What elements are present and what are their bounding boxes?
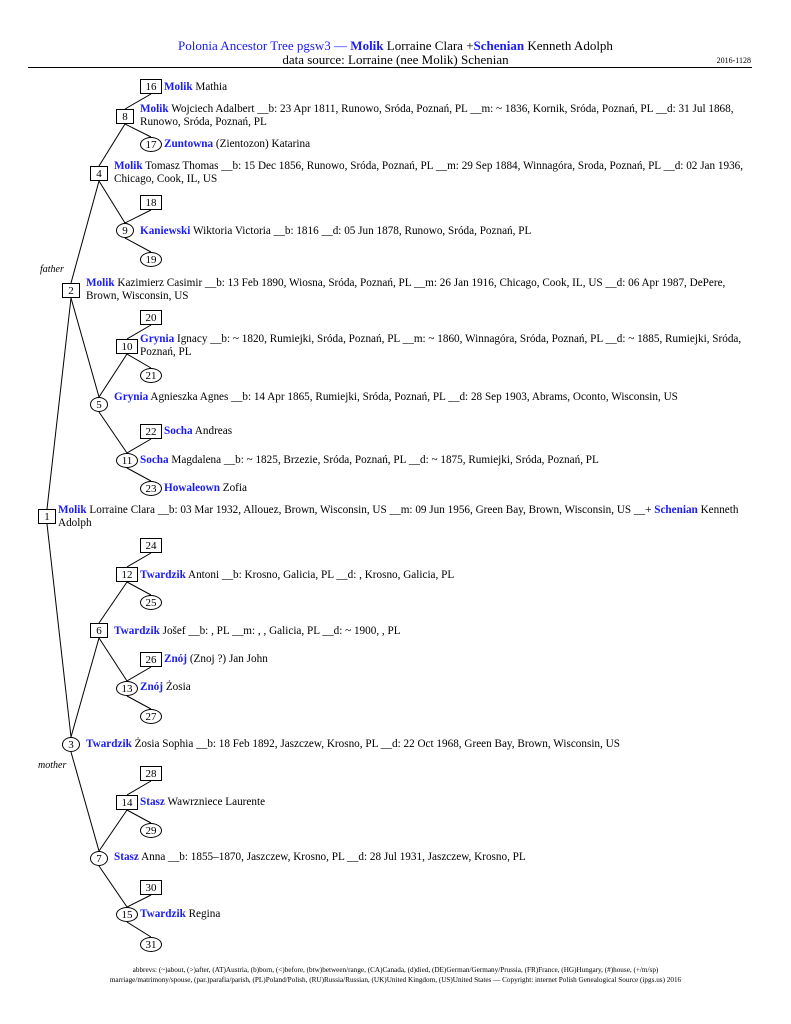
person-surname: Molik [86,277,115,289]
person-details: __b: 18 Feb 1892, Jaszczew, Krosno, PL __d: 22 Oct 1968, Green Bay, Brown, Wisconsin, US [196,738,620,750]
person-given-name: Mathia [195,81,228,93]
ancestor-number-1: 1 [38,509,56,524]
person-entry-1 [58,504,770,530]
ancestor-number-30: 30 [140,880,162,895]
ancestor-number-22: 22 [140,424,162,439]
data-source: data source: Lorraine (nee Molik) Schenian [282,52,509,67]
ancestor-number-13: 13 [116,681,138,696]
connector-15-30 [127,895,151,907]
person-given-name: Żosia Sophia [134,738,194,750]
connector-7-14 [99,810,127,851]
connector-7-15 [99,866,127,907]
person-entry-12 [140,569,750,582]
ancestor-number-31: 31 [140,937,162,952]
connector-11-23 [127,468,151,481]
person-given-name: Agnieszka Agnes [150,391,229,403]
person-entry-14 [140,796,750,809]
person-entry-16 [164,81,564,94]
person-given-name: (Znoj ?) Jan John [189,653,268,665]
ancestor-number-3: 3 [62,737,80,752]
person-entry-23 [164,482,564,495]
person-entry-17 [164,138,564,151]
connector-6-13 [99,638,127,681]
ancestor-number-21: 21 [140,368,162,383]
mother-label: mother [38,760,67,771]
ancestor-number-7: 7 [90,851,108,866]
ancestor-number-28: 28 [140,766,162,781]
person-surname: Grynia [114,391,149,403]
ancestor-number-25: 25 [140,595,162,610]
person-entry-26 [164,653,564,666]
person-given-name: Zofia [222,482,247,494]
person-details: __b: ~ 1825, Brzezie, Sróda, Poznań, PL __d: ~ 1875, Rumiejki, Sróda, Poznań, PL [223,454,599,466]
ancestor-number-16: 16 [140,79,162,94]
connector-13-27 [127,696,151,709]
ancestor-number-10: 10 [116,339,138,354]
ancestor-number-18: 18 [140,195,162,210]
connector-1-3 [47,524,71,737]
ancestor-number-14: 14 [116,795,138,810]
person-entry-7 [114,851,749,864]
person-details: __b: 13 Feb 1890, Wiosna, Sróda, Poznań, PL __m: 26 Jan 1916, Chicago, Cook, IL, US __d: 06 Apr 1987, DePere, Brown, Wisconsin, US [86,277,726,302]
person-given-name: Jošef [162,625,186,637]
connector-12-25 [127,582,151,595]
person-surname: Twardzik [114,625,160,637]
person-given-name: Tomasz Thomas [145,160,219,172]
subject-given: Lorraine Clara [386,38,463,53]
connector-9-19 [125,238,151,252]
person-surname: Stasz [140,796,165,808]
connector-4-9 [99,181,125,223]
person-details: __b: 14 Apr 1865, Rumiejki, Sróda, Poznań, PL __d: 28 Sep 1903, Abrams, Oconto, Wisconsin, US [231,391,678,403]
spouse-plus: + [466,38,474,53]
person-entry-10 [140,333,750,359]
spouse-surname: Schenian [654,504,698,516]
tree-title-link[interactable]: Polonia Ancestor Tree pgsw3 [178,38,331,53]
person-entry-9 [140,225,750,238]
ancestor-number-27: 27 [140,709,162,724]
person-given-name: Regina [188,908,221,920]
person-given-name: Andreas [194,425,233,437]
person-given-name: Lorraine Clara [89,504,155,516]
person-entry-5 [114,391,749,404]
person-entry-3 [86,738,746,751]
ancestor-number-17: 17 [140,137,162,152]
ancestor-number-4: 4 [90,166,108,181]
title-dash: — [334,38,348,53]
person-entry-8 [140,103,750,129]
person-surname: Molik [140,103,169,115]
ancestor-number-12: 12 [116,567,138,582]
connector-1-2 [47,298,71,509]
person-details: __b: 03 Mar 1932, Allouez, Brown, Wisconsin, US __m: 09 Jun 1956, Green Bay, Brown, Wisconsin, US __+ [157,504,652,516]
ancestor-number-5: 5 [90,397,108,412]
person-surname: Howaleown [164,482,220,494]
person-surname: Molik [114,160,143,172]
person-given-name: Antoni [187,569,220,581]
person-given-name: Magdalena [171,454,222,466]
spouse-given-name: Kenneth Adolph [58,504,739,529]
spouse-surname: Schenian [473,38,525,53]
person-given-name: Kazimierz Casimir [117,277,203,289]
ancestor-number-11: 11 [116,453,138,468]
person-details: __b: Krosno, Galicia, PL __d: , Krosno, Galicia, PL [221,569,455,581]
person-surname: Znój [164,653,188,665]
connector-2-5 [71,298,99,397]
person-details: __b: 1816 __d: 05 Jun 1878, Runowo, Sróda, Poznań, PL [273,225,532,237]
ancestor-number-8: 8 [116,109,134,124]
person-details: __b: , PL __m: , , Galicia, PL __d: ~ 1900, , PL [188,625,401,637]
ancestor-number-23: 23 [140,481,162,496]
connector-14-29 [127,810,151,823]
person-given-name: (Zientozon) Katarina [215,138,311,150]
person-given-name: Wojciech Adalbert [171,103,255,115]
connector-5-11 [99,412,127,453]
subject-surname: Molik [350,38,384,53]
ancestor-number-29: 29 [140,823,162,838]
person-entry-4 [114,160,749,186]
person-given-name: Ignacy [176,333,208,345]
person-surname: Twardzik [140,569,186,581]
connector-11-22 [127,439,151,453]
person-given-name: Żosia [165,681,191,693]
date-code: 2016-1128 [716,56,751,65]
person-entry-6 [114,625,749,638]
footer-abbrevs: abbrevs: (~)about, (>)after, (AT)Austria, (b)born, (<)before, (btw)between/range, (CA)Canada, (d)died, (DE)German/Germany/Prussia, (FR)France, (HG)Hungary, (#)house, (+/m/sp) [132,966,659,974]
person-surname: Zuntowna [164,138,214,150]
footer-copyright: marriage/matrimony/spouse, (par.)parafia/parish, (PL)Poland/Polish, (RU)Russia/Russian, (UK)United Kingdom, (US)United States — Copyright: internet Polish Genealogical Source (ipgs.us) 2016 [109,976,682,984]
ancestor-number-6: 6 [90,623,108,638]
person-surname: Grynia [140,333,175,345]
connector-13-26 [127,667,151,681]
person-given-name: Wiktoria Victoria [192,225,271,237]
person-details: __b: 15 Dec 1856, Runowo, Sróda, Poznań, PL __m: 29 Sep 1884, Winnagóra, Sroda, Poznań, PL __d: 02 Jan 1936, Chicago, Cook, IL, US [114,160,744,185]
connector-2-4 [71,181,99,283]
person-entry-11 [140,454,750,467]
ancestor-number-2: 2 [62,283,80,298]
connector-9-18 [125,210,151,223]
person-entry-2 [86,277,746,303]
person-details: __b: 1855–1870, Jaszczew, Krosno, PL __d: 28 Jul 1931, Jaszczew, Krosno, PL [168,851,526,863]
connector-12-24 [127,553,151,567]
ancestor-number-9: 9 [116,223,134,238]
connector-14-28 [127,781,151,795]
ancestor-number-20: 20 [140,310,162,325]
person-details: __b: 23 Apr 1811, Runowo, Sróda, Poznań, PL __m: ~ 1836, Kornik, Sróda, Poznań, PL __d: 31 Jul 1868, Runowo, Sróda, Poznań, PL [140,103,734,128]
person-details: __b: ~ 1820, Rumiejki, Sróda, Poznań, PL __m: ~ 1860, Winnagóra, Sróda, Poznań, PL __d: ~ 1885, Rumiejki, Sróda, Poznań, PL [140,333,742,358]
person-surname: Kaniewski [140,225,191,237]
ancestor-number-15: 15 [116,907,138,922]
person-surname: Twardzik [86,738,132,750]
person-surname: Twardzik [140,908,186,920]
person-entry-13 [140,681,750,694]
person-given-name: Wawrzniece Laurente [167,796,266,808]
person-surname: Molik [58,504,87,516]
connector-15-31 [127,922,151,937]
person-given-name: Anna [141,851,166,863]
connector-3-6 [71,638,99,737]
person-surname: Socha [140,454,169,466]
person-surname: Stasz [114,851,139,863]
spouse-given: Kenneth Adolph [527,38,613,53]
person-surname: Znój [140,681,164,693]
connector-3-7 [71,752,99,851]
connector-6-12 [99,582,127,623]
person-surname: Molik [164,81,193,93]
person-entry-15 [140,908,750,921]
father-label: father [40,264,64,275]
ancestor-number-24: 24 [140,538,162,553]
ancestor-number-26: 26 [140,652,162,667]
ancestor-number-19: 19 [140,252,162,267]
person-surname: Socha [164,425,193,437]
person-entry-22 [164,425,564,438]
